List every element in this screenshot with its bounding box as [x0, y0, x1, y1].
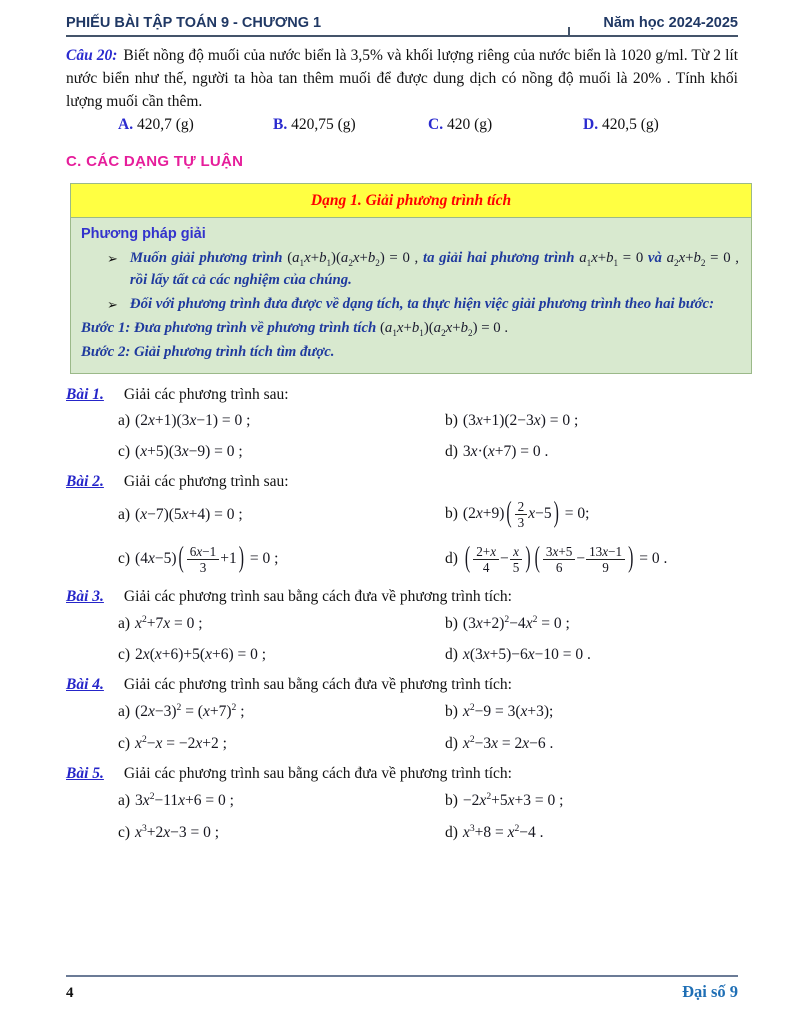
exercise-item-a: [118, 412, 445, 430]
item-key: c): [118, 735, 131, 753]
item-equation: $x^3+8 = x^2-4$ .: [462, 823, 544, 842]
math-expression: $(a_1x+b_1)(a_2x+b_2) = 0$ ,: [287, 250, 419, 268]
arrow-bullet-icon: ➢: [107, 251, 118, 267]
item-equation: (x−7)(5x+4) = 0 ;: [135, 505, 243, 523]
exercise-label: Bài 3.: [66, 587, 104, 605]
item-key: c): [118, 442, 131, 460]
item-equation: $(2x-3)^2 = (x+7)^2$ ;: [135, 701, 245, 720]
exercise-items: [66, 496, 738, 576]
question-20: [66, 44, 738, 113]
method-bullets: [81, 248, 739, 316]
page-footer: [66, 975, 738, 1002]
item-equation: 2x(x+6)+5(x+6) = 0 ;: [135, 645, 267, 663]
item-equation: (2x+1)(3x−1) = 0 ;: [135, 411, 251, 429]
text-run: rồi lấy tất cả các nghiệm của chúng.: [129, 272, 352, 289]
item-key: b): [445, 792, 458, 810]
math-expression: $a_1x+b_1 = 0$: [579, 250, 644, 268]
fraction: $\frac{6x-1}{3}$: [187, 544, 219, 576]
exercise-items: [66, 791, 738, 842]
item-key: c): [118, 550, 131, 568]
exercise-item-c: [118, 823, 445, 842]
big-paren-open: (: [534, 541, 540, 575]
item-equation: $x^2-3x = 2x-6$ .: [462, 733, 554, 753]
exercise-title: Giải các phương trình sau:: [123, 385, 289, 403]
header-title: PHIẾU BÀI TẬP TOÁN 9 - CHƯƠNG 1: [66, 15, 322, 31]
page-header: [66, 15, 738, 37]
exercise-item-a: [118, 702, 445, 721]
item-equation: 3x·(x+7) = 0 .: [462, 442, 549, 460]
choice-B: [273, 116, 428, 134]
item-key: d): [445, 645, 458, 663]
choice-value: 420,7 (g): [136, 116, 194, 133]
big-paren-close: ): [525, 541, 531, 575]
choice-value: 420,75 (g): [291, 116, 356, 133]
header-school-year: Năm học 2024-2025: [603, 15, 738, 31]
exercise-bai-5: [66, 765, 738, 842]
item-equation: $x^2-x = -2x+2$ ;: [135, 733, 227, 753]
exercise-item-b: [445, 496, 738, 531]
text-run: Đối với phương trình đưa được về dạng tích, ta thực hiện việc giải phương trình theo hai bước:: [129, 295, 715, 312]
item-equation: $-2x^2+5x+3 = 0$ ;: [462, 791, 564, 810]
exercise-label: Bài 4.: [66, 675, 104, 693]
item-key: a): [118, 792, 131, 810]
choice-value: 420 (g): [446, 116, 493, 133]
choice-letter: B.: [273, 116, 288, 133]
item-key: d): [445, 824, 458, 842]
exercise-label: Bài 1.: [66, 385, 104, 403]
item-equation: $x^2+7x = 0$ ;: [135, 613, 203, 632]
exercise-header: [66, 473, 738, 491]
exercise-item-b: [445, 791, 738, 810]
exercise-items: [66, 412, 738, 461]
exercise-item-d: [445, 823, 738, 842]
choice-A: [118, 116, 273, 134]
exercise-title: Giải các phương trình sau bằng cách đưa về phương trình tích:: [123, 765, 512, 783]
text-run: Bước 1: Đưa phương trình về phương trình tích: [81, 319, 380, 336]
method-step: [81, 342, 739, 363]
exercise-title: Giải các phương trình sau:: [123, 472, 289, 490]
method-box-body: [71, 218, 751, 373]
fraction: $\frac{2+x}{4}$: [473, 544, 499, 576]
math-expression: $(a_1x+b_1)(a_2x+b_2) = 0$ .: [379, 319, 509, 338]
arrow-bullet-icon: ➢: [107, 296, 118, 312]
exercise-item-a: [118, 791, 445, 810]
exercise-bai-4: [66, 676, 738, 753]
big-paren-close: ): [238, 541, 244, 575]
item-equation: x(3x+5)−6x−10 = 0 .: [462, 645, 591, 663]
item-equation: (3x+1)(2−3x) = 0 ;: [462, 411, 579, 429]
exercise-item-d: [445, 734, 738, 753]
item-equation: (x+5)(3x−9) = 0 ;: [135, 442, 243, 460]
item-equation: $(3x+2)^2-4x^2 = 0$ ;: [462, 613, 570, 632]
big-paren-open: (: [464, 541, 471, 575]
choice-D: [583, 116, 738, 134]
item-key: a): [118, 702, 131, 720]
method-subtitle: Phương pháp giải: [81, 226, 206, 242]
big-paren-open: (: [178, 541, 184, 575]
choice-letter: A.: [118, 116, 134, 133]
fraction: $\frac{x}{5}$: [510, 544, 523, 576]
exercise-items: [66, 702, 738, 753]
exercise-item-d: [445, 646, 738, 664]
item-key: d): [445, 550, 458, 568]
question-body: Biết nồng độ muối của nước biển là 3,5% và khối lượng riêng của nước biển là 1020 g/ml. Từ 2 lít nước biển như thế, người ta hòa tan thêm muối để được dung dịch có nồng độ muối là 20% . Tính khối lượng muối cần thêm.: [66, 47, 739, 110]
method-bullet: [81, 294, 739, 316]
text-run: Muốn giải phương trình: [129, 250, 288, 267]
exercise-item-b: [445, 702, 738, 721]
fraction: $\frac{3x+5}{6}$: [543, 544, 575, 576]
exercise-header: [66, 386, 738, 404]
choice-C: [428, 116, 583, 134]
exercise-item-c: [118, 443, 445, 461]
item-equation: $x^3+2x-3 = 0$ ;: [135, 823, 220, 842]
exercise-bai-1: [66, 386, 738, 461]
exercise-header: [66, 588, 738, 606]
exercise-item-c: [118, 646, 445, 664]
exercise-label: Bài 2.: [66, 472, 104, 490]
bullet-text: [130, 294, 739, 316]
big-paren-close: ): [553, 496, 559, 529]
item-key: b): [445, 702, 458, 720]
exercise-item-c: [118, 541, 445, 576]
exercise-item-b: [445, 412, 738, 430]
item-key: a): [118, 411, 131, 429]
page-number: 4: [66, 985, 74, 1001]
item-key: a): [118, 614, 131, 632]
choice-letter: C.: [428, 116, 444, 133]
math-expression: $a_2x+b_2 = 0$ ,: [666, 250, 739, 268]
item-equation: $3x^2-11x+6 = 0$ ;: [135, 791, 234, 810]
exercise-title: Giải các phương trình sau bằng cách đưa về phương trình tích:: [123, 675, 512, 693]
item-equation: (4x−5) ( $\frac{6x-1}{3}$ +1 ) = 0 ;: [135, 541, 279, 576]
choice-letter: D.: [583, 116, 599, 133]
fraction: $\frac{2}{3}$: [515, 499, 528, 531]
exercise-bai-3: [66, 588, 738, 664]
item-key: b): [445, 411, 458, 429]
exercise-header: [66, 676, 738, 694]
exercise-list: [0, 386, 792, 843]
method-steps: [81, 318, 739, 364]
exercise-item-a: [118, 506, 445, 524]
question-label: Câu 20:: [66, 47, 118, 64]
exercise-item-d: [445, 443, 738, 461]
text-run: ta giải hai phương trình: [418, 250, 580, 267]
item-key: b): [445, 505, 458, 523]
header-rule-tick: [568, 27, 570, 35]
big-paren-close: ): [628, 541, 634, 575]
exercise-item-b: [445, 614, 738, 633]
item-key: a): [118, 505, 131, 523]
exercise-label: Bài 5.: [66, 765, 104, 783]
big-paren-open: (: [506, 496, 512, 529]
exercise-title: Giải các phương trình sau bằng cách đưa về phương trình tích:: [123, 587, 512, 605]
item-key: b): [445, 614, 458, 632]
footer-subject: Đại số 9: [682, 982, 738, 1001]
exercise-bai-2: [66, 473, 738, 576]
exercise-item-c: [118, 734, 445, 753]
method-box: [70, 183, 752, 374]
method-step: [81, 318, 739, 340]
item-equation: $x^2-9 = 3(x+3)$;: [462, 701, 554, 720]
method-box-title: Dạng 1. Giải phương trình tích: [71, 184, 751, 218]
item-equation: ( $\frac{2+x}{4}$ − $\frac{x}{5}$ ) ( $\frac{3x+5}{6}$ − $\frac{13x-1}{9}$ ) = 0 .: [464, 541, 668, 576]
exercise-item-a: [118, 614, 445, 633]
exercise-item-d: [445, 541, 738, 576]
item-equation: (2x+9) ( $\frac{2}{3}$ x−5 ) = 0;: [462, 496, 590, 531]
method-bullet: [81, 248, 739, 292]
bullet-text: [130, 248, 739, 292]
item-key: c): [118, 824, 131, 842]
exercise-header: [66, 765, 738, 783]
item-key: c): [118, 645, 131, 663]
text-run: Bước 2: Giải phương trình tích tìm được.: [81, 344, 335, 361]
item-key: d): [445, 442, 458, 460]
choice-row: [66, 116, 738, 134]
item-key: d): [445, 735, 458, 753]
fraction: $\frac{13x-1}{9}$: [586, 544, 625, 576]
choice-value: 420,5 (g): [601, 116, 659, 133]
section-heading: C. CÁC DẠNG TỰ LUẬN: [66, 153, 244, 170]
text-run: và: [643, 250, 667, 267]
exercise-items: [66, 614, 738, 664]
